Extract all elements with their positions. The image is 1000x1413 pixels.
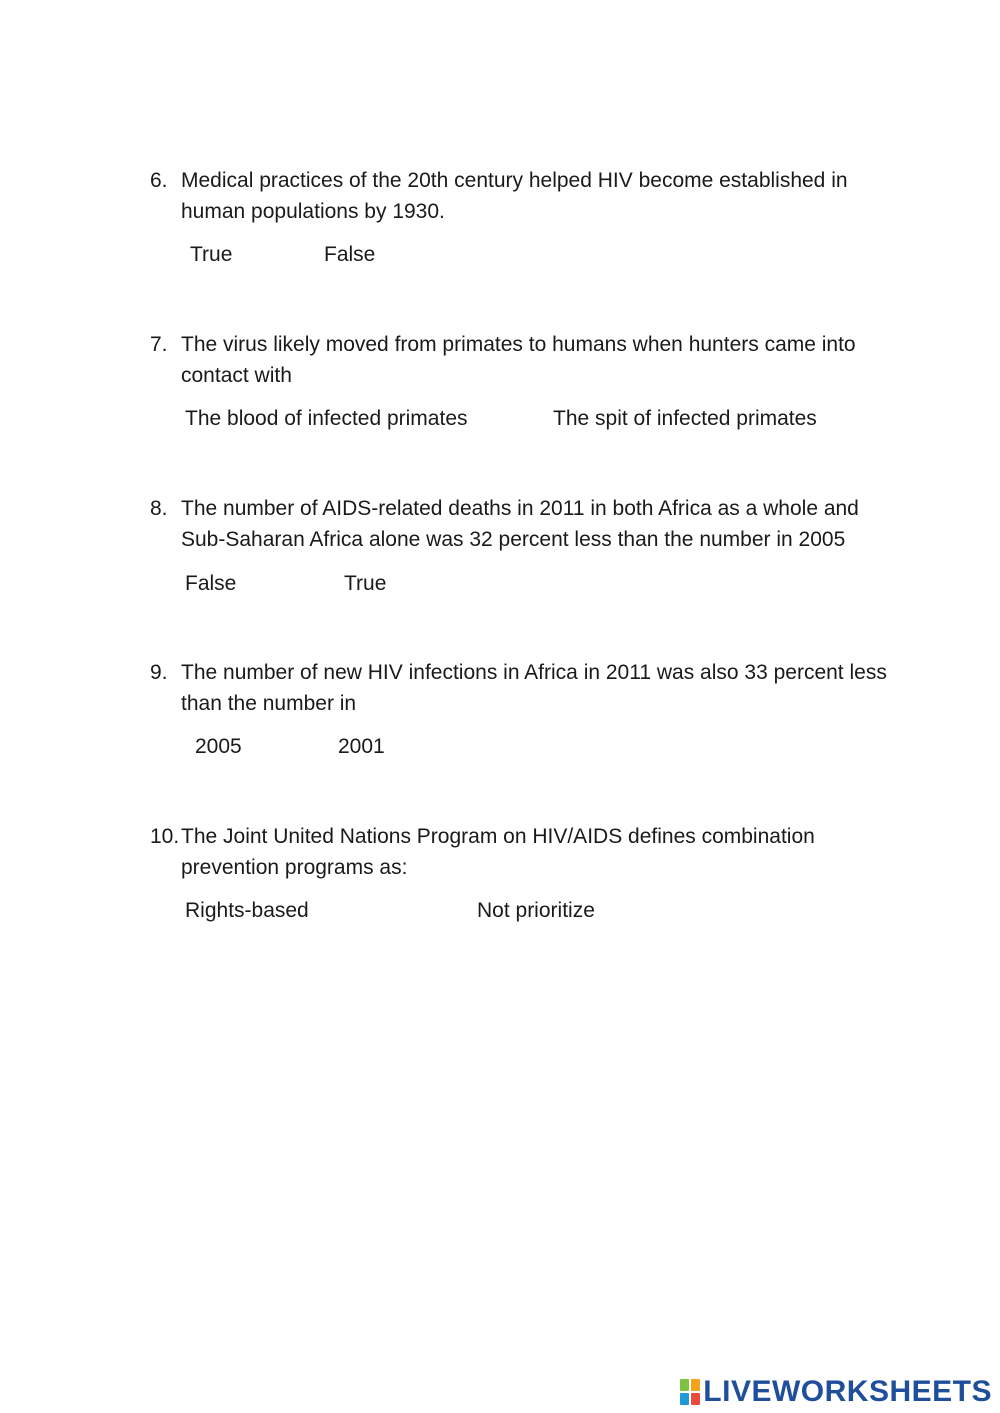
question-text: The number of new HIV infections in Africa in 2011 was also 33 percent less than the number in xyxy=(181,661,887,715)
option-true[interactable]: True xyxy=(190,243,233,266)
question-text: The Joint United Nations Program on HIV/AIDS defines combination prevention programs as: xyxy=(181,825,815,879)
question-number: 7. xyxy=(150,333,168,356)
question-6 xyxy=(150,165,890,227)
option-false[interactable]: False xyxy=(185,572,237,595)
question-number: 8. xyxy=(150,497,168,520)
question-number: 6. xyxy=(150,169,168,192)
logo-text: LIVEWORKSHEETS xyxy=(703,1375,992,1408)
question-9 xyxy=(150,657,890,719)
question-10 xyxy=(150,821,890,883)
question-7 xyxy=(150,329,890,391)
option-spit[interactable]: The spit of infected primates xyxy=(553,407,817,430)
option-rights-based[interactable]: Rights-based xyxy=(185,899,309,922)
question-number: 10. xyxy=(150,825,180,848)
question-text: The number of AIDS-related deaths in 2011 in both Africa as a whole and Sub-Saharan Africa alone was 32 percent less than the number in 2005 xyxy=(181,497,859,551)
question-text: Medical practices of the 20th century helped HIV become established in human populations by 1930. xyxy=(181,169,848,223)
logo-squares-icon xyxy=(680,1379,700,1405)
question-number: 9. xyxy=(150,661,168,684)
option-2005[interactable]: 2005 xyxy=(195,735,242,758)
option-not-prioritize[interactable]: Not prioritize xyxy=(477,899,595,922)
question-8 xyxy=(150,493,890,555)
option-blood[interactable]: The blood of infected primates xyxy=(185,407,468,430)
option-false[interactable]: False xyxy=(324,243,376,266)
question-text: The virus likely moved from primates to humans when hunters came into contact with xyxy=(181,333,856,387)
liveworksheets-logo xyxy=(680,1375,992,1409)
option-2001[interactable]: 2001 xyxy=(338,735,385,758)
option-true[interactable]: True xyxy=(344,572,387,595)
